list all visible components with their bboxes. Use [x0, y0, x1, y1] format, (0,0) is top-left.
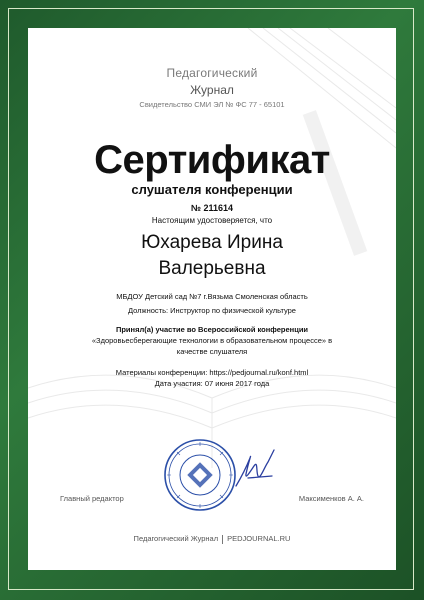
certificate-number: № 211614	[190, 203, 234, 213]
official-seal-icon	[163, 438, 237, 512]
footer-separator	[222, 535, 223, 544]
footer	[28, 534, 396, 544]
certificate-title: Сертификат	[94, 138, 330, 182]
recipient-organization: МБДОУ Детский сад №7 г.Вязьма Смоленская область	[116, 292, 308, 301]
participation-statement: Принял(а) участие во Всероссийской конференции	[115, 325, 309, 334]
recipient-name-line1: Юхарева Ирина	[141, 232, 283, 253]
publisher-license: Свидетельство СМИ ЭЛ № ФС 77 - 65101	[139, 100, 285, 109]
conference-materials: Материалы конференции: https://pedjournal.ru/konf.html	[115, 368, 309, 377]
conference-topic-line1: «Здоровьесберегающие технологии в образовательном процессе» в	[91, 336, 333, 345]
publisher-journal: Журнал	[190, 83, 234, 97]
certificate-subtitle: слушателя конференции	[131, 182, 293, 197]
publisher-name: Педагогический	[166, 66, 258, 80]
editor-name: Максименков А. А.	[298, 494, 364, 503]
editor-signature-icon	[228, 438, 288, 498]
editor-label: Главный редактор	[60, 494, 124, 503]
certificate-paper	[28, 28, 396, 570]
recipient-position: Должность: Инструктор по физической культуре	[128, 306, 296, 315]
certifies-text: Настоящим удостоверяется, что	[151, 216, 273, 225]
footer-website: PEDJOURNAL.RU	[227, 534, 291, 543]
recipient-name-line2: Валерьевна	[158, 258, 266, 279]
participation-date: Дата участия: 07 июня 2017 года	[154, 379, 270, 388]
footer-publisher: Педагогический Журнал	[133, 534, 219, 543]
conference-topic-line2: качестве слушателя	[176, 347, 248, 356]
